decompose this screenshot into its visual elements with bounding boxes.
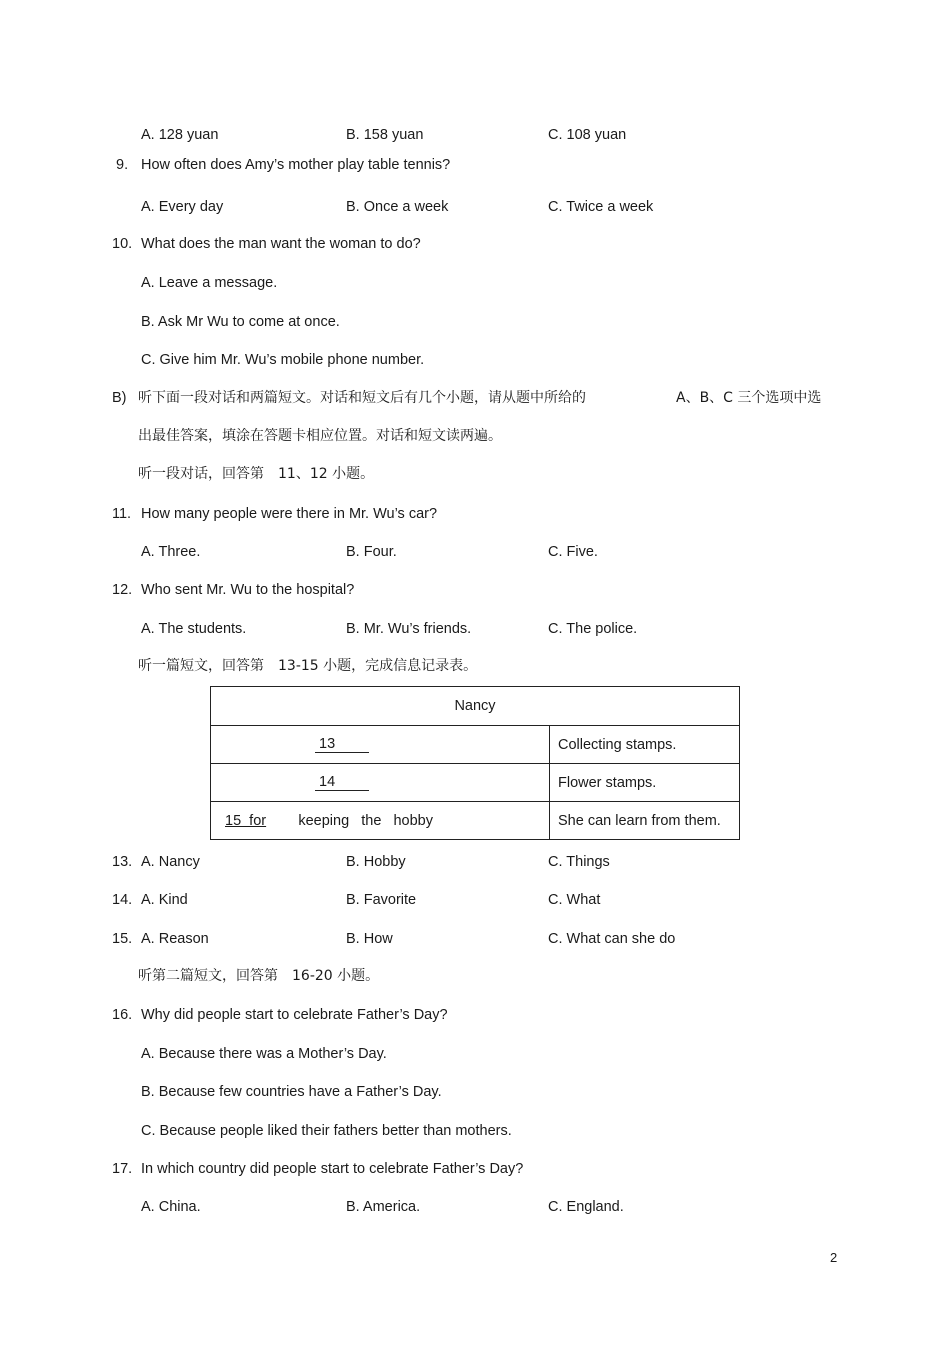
- passage1-intro: 听一篇短文，回答第 13-15 小题，完成信息记录表。: [138, 658, 478, 674]
- q16-option-a: A. Because there was a Mother’s Day.: [141, 1046, 387, 1062]
- q12-option-a: A. The students.: [141, 621, 247, 637]
- q15-number: 15.: [112, 931, 133, 947]
- q9-number: 9.: [116, 157, 129, 173]
- q14-option-b: B. Favorite: [346, 892, 417, 908]
- blank-13: 13: [315, 736, 369, 753]
- page-number: 2: [830, 1250, 838, 1265]
- table-row: [211, 764, 740, 802]
- q11-option-b: B. Four.: [346, 544, 397, 560]
- info-record-table: [210, 686, 740, 840]
- q13-option-a: A. Nancy: [141, 854, 200, 870]
- q14-option-c: C. What: [548, 892, 601, 908]
- q11-option-c: C. Five.: [548, 544, 598, 560]
- table-cell-left-rest: keeping the hobby: [298, 812, 433, 829]
- q9-question: How often does Amy’s mother play table tennis?: [141, 157, 451, 173]
- q17-option-c: C. England.: [548, 1199, 624, 1215]
- table-cell-left: [211, 764, 550, 802]
- q10-question: What does the man want the woman to do?: [141, 236, 421, 252]
- q11-number: 11.: [112, 506, 132, 522]
- q10-option-b: B. Ask Mr Wu to come at once.: [141, 314, 340, 330]
- q16-option-b: B. Because few countries have a Father’s Day.: [141, 1084, 442, 1100]
- dialogue-intro: 听一段对话，回答第 11、12 小题。: [138, 466, 375, 482]
- q12-option-b: B. Mr. Wu’s friends.: [346, 621, 472, 637]
- q16-number: 16.: [112, 1007, 133, 1023]
- section-b-instruction-line1-end: A、B、C 三个选项中选: [676, 390, 822, 406]
- q17-option-b: B. America.: [346, 1199, 421, 1215]
- section-b-instruction-line2: 出最佳答案，填涂在答题卡相应位置。对话和短文读两遍。: [138, 428, 502, 444]
- q17-question: In which country did people start to celebrate Father’s Day?: [141, 1161, 524, 1177]
- q9-option-a: A. Every day: [141, 199, 224, 215]
- blank-14: 14: [315, 774, 369, 791]
- q8-option-b: B. 158 yuan: [346, 127, 424, 143]
- q17-option-a: A. China.: [141, 1199, 201, 1215]
- q8-option-c: C. 108 yuan: [548, 127, 627, 143]
- section-b-instruction-line1: 听下面一段对话和两篇短文。对话和短文后有几个小题，请从题中所给的: [138, 390, 586, 406]
- q13-number: 13.: [112, 854, 133, 870]
- q10-option-c: C. Give him Mr. Wu’s mobile phone number.: [141, 352, 425, 368]
- q11-question: How many people were there in Mr. Wu’s car?: [141, 506, 438, 522]
- q16-question: Why did people start to celebrate Father’s Day?: [141, 1007, 448, 1023]
- table-row: [211, 802, 740, 840]
- passage2-intro: 听第二篇短文，回答第 16-20 小题。: [138, 968, 380, 984]
- q11-option-a: A. Three.: [141, 544, 201, 560]
- table-cell-left: [211, 802, 550, 840]
- q15-option-b: B. How: [346, 931, 393, 947]
- table-header-nancy: Nancy: [211, 687, 740, 726]
- q14-option-a: A. Kind: [141, 892, 188, 908]
- q10-option-a: A. Leave a message.: [141, 275, 278, 291]
- q13-option-b: B. Hobby: [346, 854, 406, 870]
- table-cell-right: Collecting stamps.: [550, 726, 740, 764]
- q9-option-c: C. Twice a week: [548, 199, 654, 215]
- q9-option-b: B. Once a week: [346, 199, 449, 215]
- q8-option-a: A. 128 yuan: [141, 127, 219, 143]
- blank-15: 15 for: [225, 812, 267, 829]
- q17-number: 17.: [112, 1161, 133, 1177]
- q14-number: 14.: [112, 892, 133, 908]
- q12-option-c: C. The police.: [548, 621, 638, 637]
- table-cell-right: Flower stamps.: [550, 764, 740, 802]
- q15-option-c: C. What can she do: [548, 931, 676, 947]
- q12-number: 12.: [112, 582, 133, 598]
- q13-option-c: C. Things: [548, 854, 610, 870]
- table-cell-right: She can learn from them.: [550, 802, 740, 840]
- q10-number: 10.: [112, 236, 133, 252]
- table-row: [211, 726, 740, 764]
- table-cell-left: [211, 726, 550, 764]
- q16-option-c: C. Because people liked their fathers better than mothers.: [141, 1123, 512, 1139]
- q15-option-a: A. Reason: [141, 931, 209, 947]
- q12-question: Who sent Mr. Wu to the hospital?: [141, 582, 355, 598]
- section-b-label: B): [112, 390, 127, 406]
